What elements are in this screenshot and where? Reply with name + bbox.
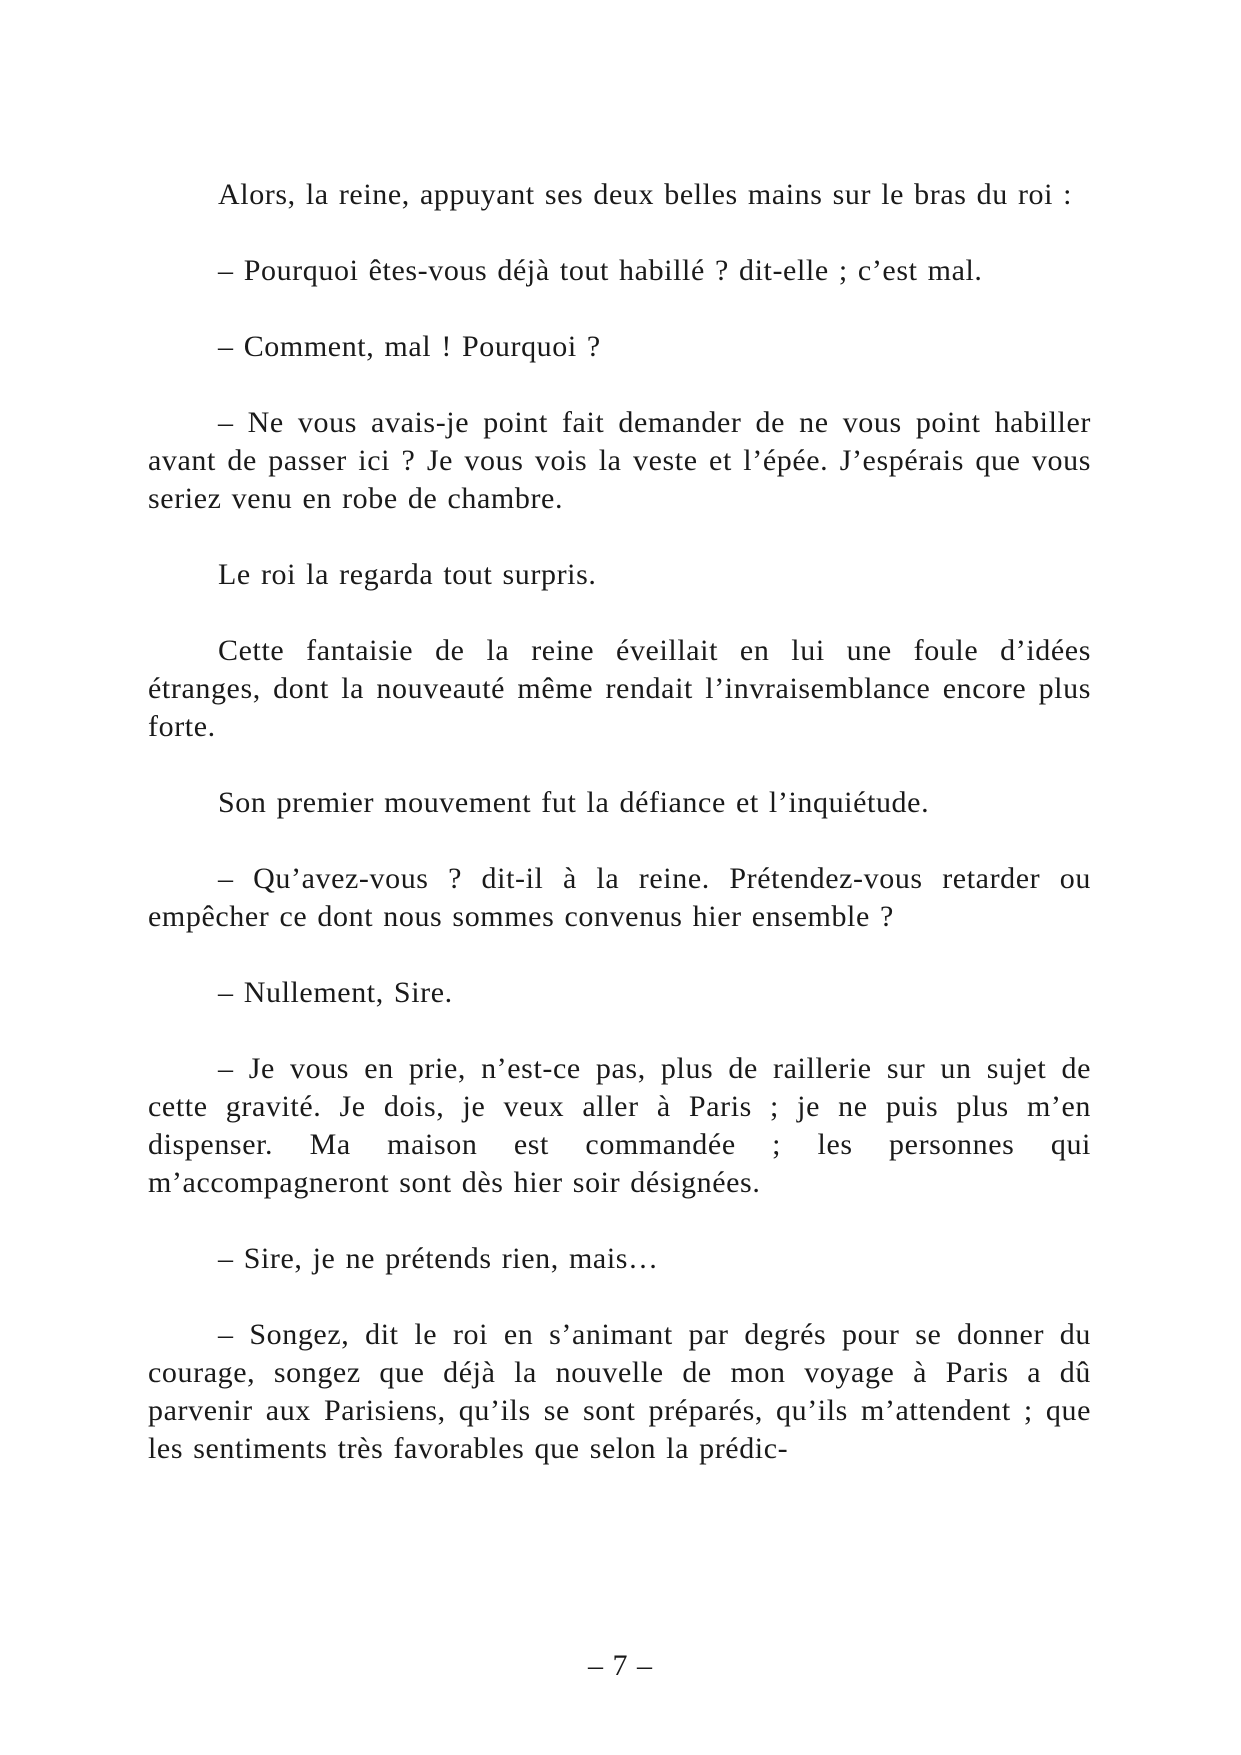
paragraph: – Pourquoi êtes-vous déjà tout habillé ? dit-elle ; c’est mal. (218, 254, 983, 287)
paragraph: – Songez, dit le roi en s’animant par degrés pour se donner du courage, songez que déjà la nouvelle de mon voyage à Paris a dû parvenir aux Parisiens, qu’ils se sont préparés, qu’ils m’attendent ; que les sentiments très favorables que selon la prédic- (148, 1318, 1091, 1465)
paragraph: Son premier mouvement fut la défiance et l’inquiétude. (218, 786, 930, 819)
paragraph: – Comment, mal ! Pourquoi ? (218, 330, 601, 363)
page-body (148, 176, 1091, 1506)
paragraph: Cette fantaisie de la reine éveillait en lui une foule d’idées étranges, dont la nouveauté même rendait l’invraisemblance encore plus forte. (148, 634, 1091, 743)
page-number: – 7 – (588, 1649, 653, 1682)
paragraph: – Je vous en prie, n’est-ce pas, plus de raillerie sur un sujet de cette gravité. Je dois, je veux aller à Paris ; je ne puis plus m’en dispenser. Ma maison est commandée ; les personnes qui m’accompagneront sont dès hier soir désignées. (148, 1052, 1091, 1199)
paragraph: Le roi la regarda tout surpris. (218, 558, 597, 591)
paragraph: Alors, la reine, appuyant ses deux belles mains sur le bras du roi : (218, 178, 1073, 211)
paragraph: – Ne vous avais-je point fait demander de ne vous point habiller avant de passer ici ? Je vous vois la veste et l’épée. J’espérais que vous seriez venu en robe de chambre. (148, 406, 1091, 515)
paragraph: – Qu’avez-vous ? dit-il à la reine. Prétendez-vous retarder ou empêcher ce dont nous sommes convenus hier ensemble ? (148, 862, 1091, 933)
paragraph: – Sire, je ne prétends rien, mais… (218, 1242, 659, 1275)
paragraph: – Nullement, Sire. (218, 976, 453, 1009)
